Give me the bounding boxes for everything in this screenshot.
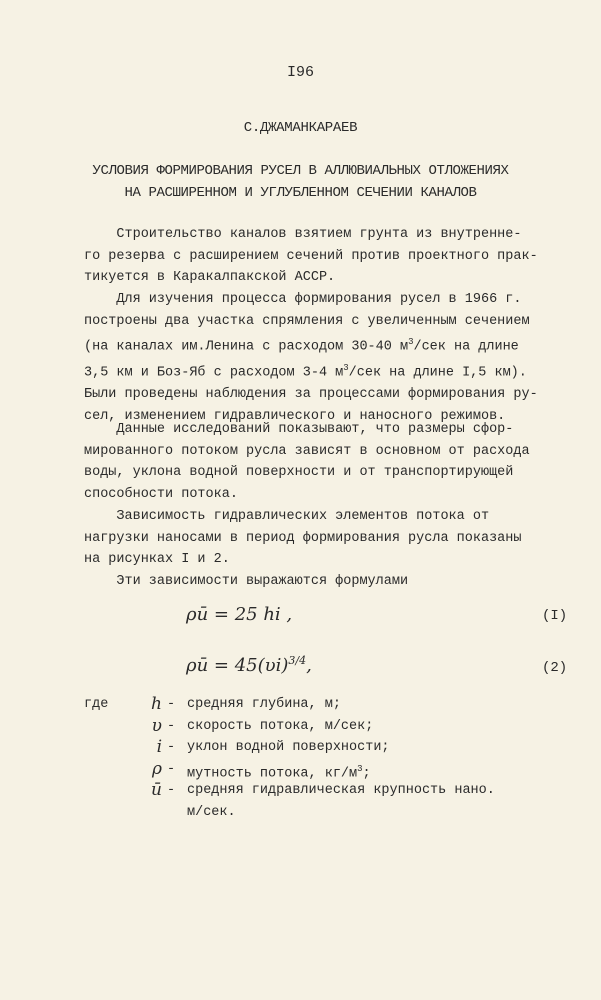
legend-text: мутность потока, $кг/м^3$;	[187, 763, 371, 782]
variable-legend	[84, 694, 589, 824]
title-line: НА РАСШИРЕННОМ И УГЛУБЛЕННОМ СЕЧЕНИИ КАНАЛОВ	[124, 185, 477, 201]
text-line: Строительство каналов взятием грунта из внутренне-	[84, 227, 522, 242]
legend-text: средняя гидравлическая крупность нано.	[187, 783, 495, 799]
legend-row	[84, 802, 589, 824]
text-line: сел, изменением гидравлического и наносного режимов.	[84, 408, 506, 424]
legend-symbol: ū	[151, 780, 162, 801]
paragraph-results	[84, 419, 589, 505]
text-line: мированного потоком русла зависят в основном от расхода	[84, 443, 530, 459]
paragraph-formulas-intro	[84, 571, 589, 593]
page-number: I96	[286, 64, 314, 81]
text-line: 3,5 км и Боз-Яб с расходом 3-4 $м^3$/сек на длине I,5 км).	[84, 363, 527, 381]
text-line: Для изучения процесса формирования русел в 1966 г.	[84, 292, 522, 307]
paragraph-dependence	[84, 506, 589, 571]
legend-text: скорость потока, м/сек;	[187, 718, 374, 734]
formula-1-number: (I)	[542, 608, 568, 624]
text-line: Эти зависимости выражаются формулами	[84, 574, 409, 589]
legend-text: м/сек.	[187, 804, 236, 820]
legend-symbol: ρ	[152, 758, 162, 779]
formula-2: ρū = $45(\upsilon i)^{3/4}$,	[186, 654, 312, 676]
legend-symbol: υ	[151, 715, 162, 736]
article-title	[0, 160, 601, 204]
legend-symbol: i	[156, 737, 162, 758]
text-line: способности потока.	[84, 486, 238, 502]
text-line: тикуется в Каракалпакской АССР.	[84, 270, 336, 286]
formula-2-number: (2)	[542, 660, 568, 676]
legend-symbol: h	[151, 694, 162, 714]
paragraph-study	[84, 289, 589, 428]
title-line: УСЛОВИЯ ФОРМИРОВАНИЯ РУСЕЛ В АЛЛЮВИАЛЬНЫХ ОТЛОЖЕНИЯХ	[92, 163, 509, 179]
legend-row: ū - средняя гидравлическая крупность нано.	[84, 780, 589, 802]
legend-row: где h - средняя глубина, м;	[84, 694, 341, 714]
text-line: (на каналах им.Ленина с расходом 30-40 $м^3$/сек на длине	[84, 337, 519, 355]
text-line: на рисунках I и 2.	[84, 552, 230, 568]
legend-row: υ - скорость потока, м/сек;	[84, 716, 589, 738]
legend-text: уклон водной поверхности;	[187, 740, 390, 756]
legend-row: i - уклон водной поверхности;	[84, 737, 589, 759]
legend-text: средняя глубина, м;	[187, 697, 341, 712]
text-line: построены два участка спрямления с увеличенным сечением	[84, 313, 530, 329]
text-line: го резерва с расширением сечений против проектного прак-	[84, 248, 538, 264]
text-line: нагрузки наносами в период формирования русла показаны	[84, 530, 522, 546]
formula-1: ρū = 25 hi ,	[186, 604, 293, 625]
text-line: воды, уклона водной поверхности и от транспортирующей	[84, 465, 514, 481]
text-line: Зависимость гидравлических элементов потока от	[84, 509, 490, 524]
paragraph-intro	[84, 224, 589, 289]
author-name: С.ДЖАМАНКАРАЕВ	[243, 120, 358, 136]
text-line: Данные исследований показывают, что размеры сфор-	[84, 422, 514, 437]
legend-row: ρ - мутность потока, $кг/м^3$;	[84, 759, 589, 781]
legend-word: где	[84, 697, 109, 712]
text-line: Были проведены наблюдения за процессами формирования ру-	[84, 387, 538, 403]
